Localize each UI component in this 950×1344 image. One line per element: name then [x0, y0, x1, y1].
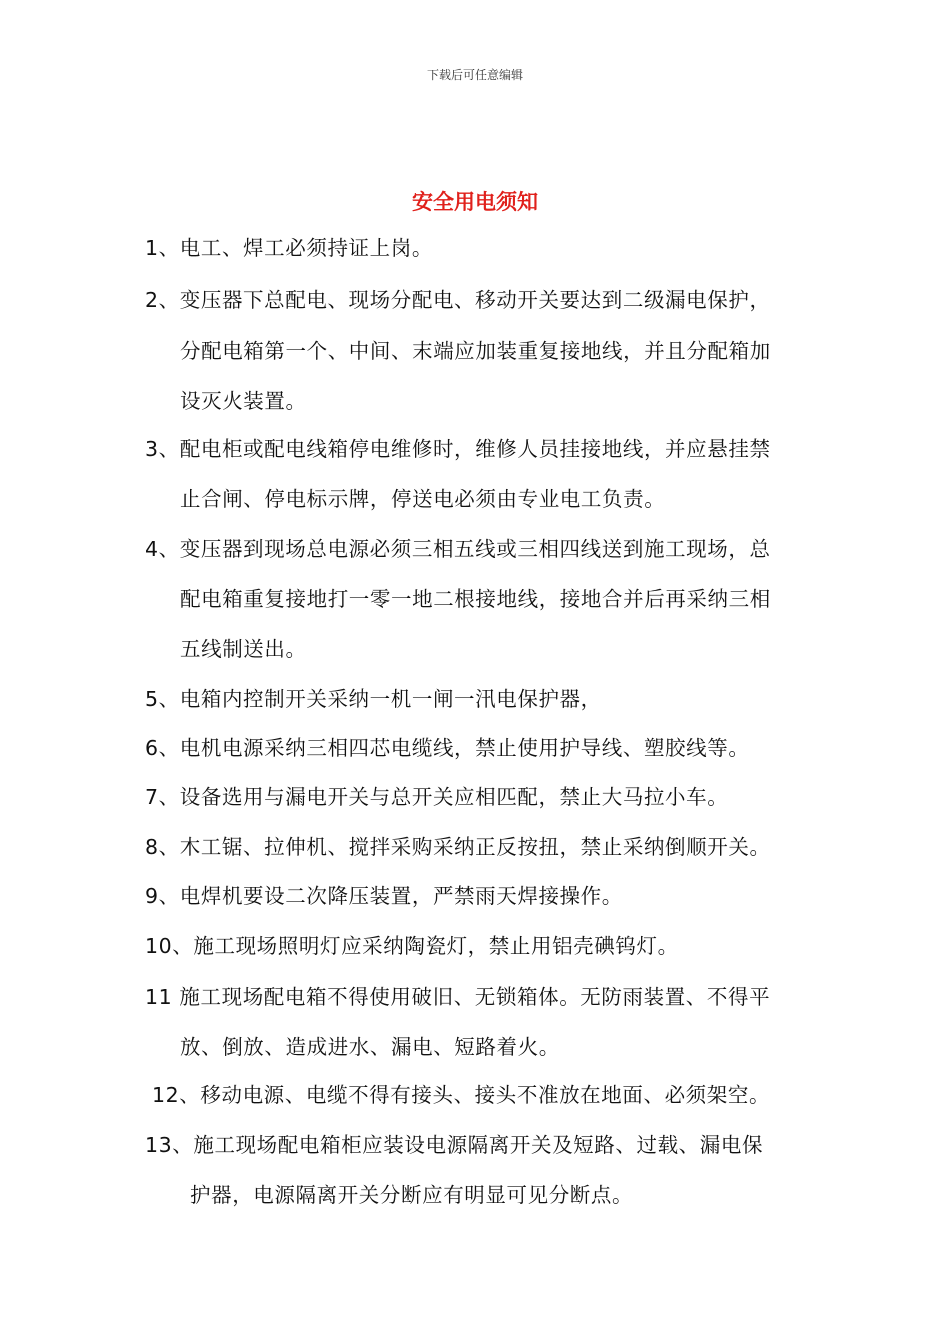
rule-line: 分配电箱第一个、中间、末端应加装重复接地线，并且分配箱加	[180, 339, 771, 363]
rule-line: 12、移动电源、电缆不得有接头、接头不准放在地面、必须架空。	[152, 1083, 771, 1107]
rule-line: 7、设备选用与漏电开关与总开关应相匹配，禁止大马拉小车。	[145, 785, 729, 809]
page-title: 安全用电须知	[412, 190, 538, 214]
header-note: 下载后可任意编辑	[426, 68, 523, 82]
rule-line: 5、电箱内控制开关采纳一机一闸一汛电保护器，	[145, 687, 602, 711]
rule-line: 4、变压器到现场总电源必须三相五线或三相四线送到施工现场，总	[145, 537, 771, 561]
rule-line: 配电箱重复接地打一零一地二根接地线，接地合并后再采纳三相	[180, 587, 771, 611]
rule-line: 8、木工锯、拉伸机、搅拌采购采纳正反按扭，禁止采纳倒顺开关。	[145, 835, 771, 859]
rule-line: 2、变压器下总配电、现场分配电、移动开关要达到二级漏电保护，	[145, 288, 771, 312]
rule-line: 13、施工现场配电箱柜应装设电源隔离开关及短路、过载、漏电保	[145, 1133, 764, 1157]
rule-line: 9、电焊机要设二次降压装置，严禁雨天焊接操作。	[145, 884, 623, 908]
rule-line: 放、倒放、造成进水、漏电、短路着火。	[180, 1035, 560, 1059]
rule-line: 6、电机电源采纳三相四芯电缆线，禁止使用护导线、塑胶线等。	[145, 736, 750, 760]
rule-line: 五线制送出。	[180, 637, 307, 661]
rule-line: 设灭火装置。	[180, 389, 307, 413]
rule-line: 11 施工现场配电箱不得使用破旧、无锁箱体。无防雨装置、不得平	[145, 985, 771, 1009]
rule-line: 1、电工、焊工必须持证上岗。	[145, 236, 433, 260]
rule-line: 止合闸、停电标示牌，停送电必须由专业电工负责。	[180, 487, 666, 511]
rule-line: 3、配电柜或配电线箱停电维修时，维修人员挂接地线，并应悬挂禁	[145, 437, 771, 461]
rule-line: 10、施工现场照明灯应采纳陶瓷灯，禁止用铝壳碘钨灯。	[145, 934, 679, 958]
rule-line: 护器，电源隔离开关分断应有明显可见分断点。	[190, 1183, 634, 1207]
